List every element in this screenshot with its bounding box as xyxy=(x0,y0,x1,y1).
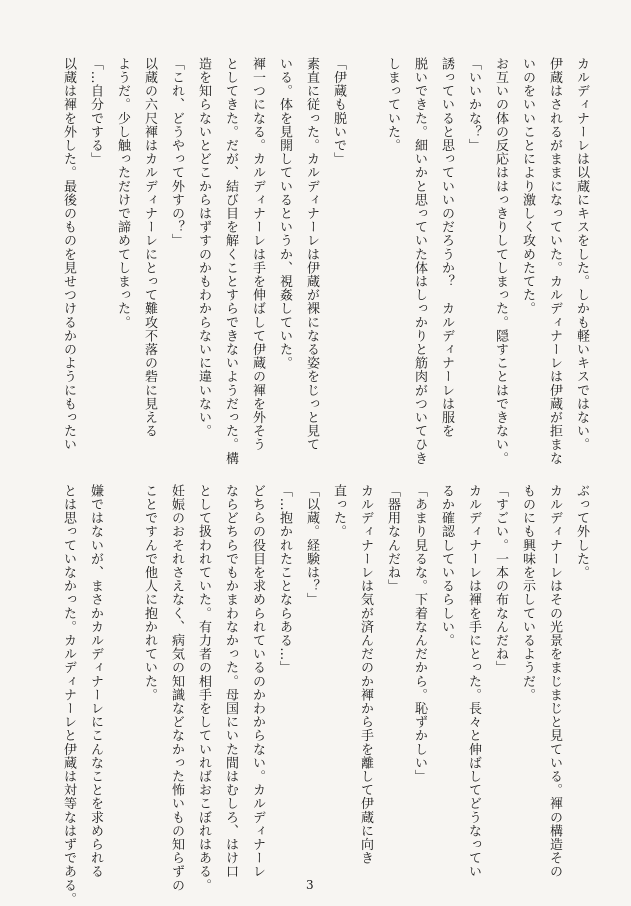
text-line: 「以蔵。経験は？」 xyxy=(304,484,319,607)
text-line: 「伊蔵も脱いで」 xyxy=(331,57,346,166)
text-line: 「器用なんだね」 xyxy=(385,484,400,593)
text-line: カルディナーレは以蔵にキスをした。しかも軽いキスではない。 xyxy=(574,57,589,452)
page-number: 3 xyxy=(306,878,314,892)
text-line: 嫌ではないが、まさかカルディナーレにこんなことを求められる xyxy=(88,484,103,879)
text-line: として扱われていた。有力者の相手をしていればおこぼれはある。 xyxy=(196,484,211,892)
text-line: お互いの体の反応ははっきりしてしまった。隠すことはできない。 xyxy=(493,57,508,465)
text-line: としてきた。だが、結び目を解くことすらできないようだった。構 xyxy=(223,57,238,465)
text-line: 誘っていると思っていいのだろうか？ カルディナーレは服を xyxy=(439,57,454,438)
text-line: 褌一つになる。カルディナーレは手を伸ばして伊蔵の褌を外そう xyxy=(250,57,265,452)
text-line: 「すごい。一本の布なんだね」 xyxy=(493,484,508,675)
text-line: カルディナーレは褌を手にとった。長々と伸ばしてどうなってい xyxy=(466,484,481,879)
text-line: 妊娠のおそれさえなく、病気の知識などなかった怖いもの知らずの xyxy=(169,484,184,892)
text-line: とは思っていなかった。カルディナーレと伊蔵は対等なはずである。 xyxy=(61,484,76,906)
text-line: 「…抱かれたことならある…」 xyxy=(277,484,292,675)
text-line: るか確認しているらしい。 xyxy=(439,484,454,648)
text-line: ものにも興味を示しているようだ。 xyxy=(520,484,535,702)
text-line: 「これ、どうやって外すの？」 xyxy=(169,57,184,248)
text-line: どちらの役目を求められているのかわからない。カルディナーレ xyxy=(250,484,265,879)
text-line: ようだ。少し触っただけで諦めてしまった。 xyxy=(115,57,130,329)
text-line: 以蔵は褌を外した。最後のものを見せつけるかのようにもったい xyxy=(61,57,76,452)
text-line: 脱いできた。細いかと思っていた体はしっかりと筋肉がついてひき xyxy=(412,57,427,465)
text-line: 素直に従った。カルディナーレは伊蔵が裸になる姿をじっと見て xyxy=(304,57,319,452)
text-line: 「あまり見るな。下着なんだから。恥ずかしい」 xyxy=(412,484,427,784)
text-line: ことですんで他人に抱かれていた。 xyxy=(142,484,157,702)
text-line: ぶって外した。 xyxy=(574,484,589,580)
text-line: 「…自分でする」 xyxy=(88,57,103,166)
text-line: ならどちらでもかまわなかった。母国にいた間はむしろ、はけ口 xyxy=(223,484,238,879)
text-line: カルディナーレは気が済んだのか褌から手を離して伊蔵に向き xyxy=(358,484,373,865)
text-line: 伊蔵はされるがままになっていた。カルディナーレは伊蔵が拒まな xyxy=(547,57,562,465)
text-line: しまっていた。 xyxy=(385,57,400,153)
text-line: カルディナーレはその光景をまじまじと見ている。褌の構造その xyxy=(547,484,562,879)
text-line: 以蔵の六尺褌はカルディナーレにとって難攻不落の砦に見える xyxy=(142,57,157,438)
text-line: 直った。 xyxy=(331,484,346,539)
text-line: いのをいいことにより激しく攻めたてた。 xyxy=(520,57,535,316)
text-line: 造を知らないとどこからはずすのかもわからないに違いない。 xyxy=(196,57,211,438)
text-line: いる。体を見開しているというか、視姦していた。 xyxy=(277,57,292,370)
text-line: 「いいかな？」 xyxy=(466,57,481,153)
